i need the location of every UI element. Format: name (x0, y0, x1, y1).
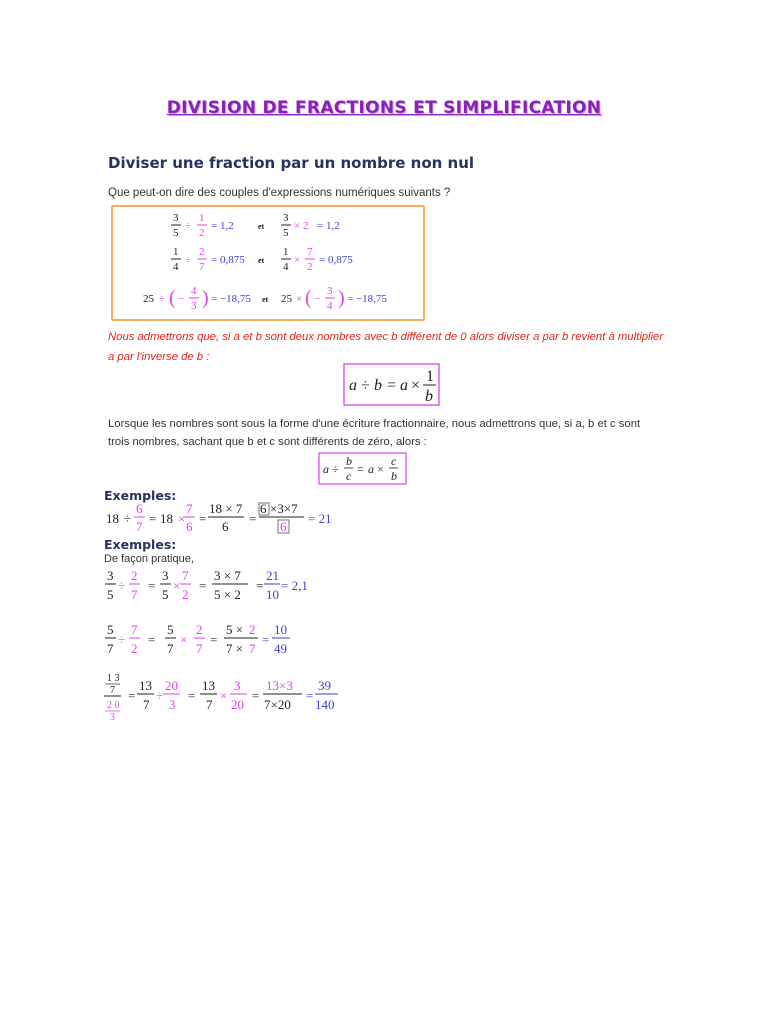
svg-text:÷: ÷ (159, 293, 166, 305)
svg-text:3: 3 (107, 568, 114, 583)
examples-label-2: Exemples: (104, 537, 177, 552)
svg-text:÷: ÷ (124, 511, 132, 526)
frac-num: 1 (199, 212, 205, 224)
svg-text:5 × 2: 5 × 2 (214, 587, 241, 602)
svg-text:=: = (199, 511, 207, 526)
frac-num: 3 (283, 212, 289, 224)
svg-text:4: 4 (173, 261, 179, 273)
svg-text:×: × (411, 377, 421, 394)
fraction-rule-formula (318, 452, 408, 486)
svg-text:7 ×: 7 × (226, 641, 244, 656)
svg-text:4: 4 (283, 261, 289, 273)
svg-text:1: 1 (173, 246, 179, 258)
svg-text:7: 7 (143, 697, 150, 712)
svg-text:= 2,1: = 2,1 (281, 578, 308, 593)
svg-text:7: 7 (206, 697, 213, 712)
svg-text:3: 3 (191, 300, 197, 312)
svg-text:39: 39 (318, 678, 331, 693)
svg-text:18: 18 (160, 511, 173, 526)
svg-text:= −18,75: = −18,75 (211, 293, 251, 305)
svg-text:10: 10 (266, 587, 279, 602)
svg-text:÷: ÷ (118, 578, 126, 593)
practical-label: De façon pratique, (104, 553, 194, 565)
svg-text:7: 7 (199, 261, 205, 273)
svg-text:et: et (262, 295, 269, 304)
svg-text:×3×7: ×3×7 (270, 501, 298, 516)
svg-text:(: ( (305, 287, 312, 309)
svg-text:1: 1 (283, 246, 289, 258)
svg-text:=: = (306, 688, 314, 703)
svg-text:a: a (368, 462, 374, 476)
svg-text:=: = (252, 688, 260, 703)
frac-den: 2 (199, 227, 205, 239)
examples-box-math (111, 205, 425, 321)
svg-text:25: 25 (281, 293, 292, 305)
svg-text:5 ×: 5 × (226, 622, 244, 637)
svg-text:3 × 7: 3 × 7 (214, 568, 241, 583)
svg-text:c: c (346, 469, 352, 483)
svg-text:a: a (400, 377, 408, 394)
svg-text:7: 7 (186, 501, 193, 516)
frac-den: 5 (173, 227, 179, 239)
svg-text:b: b (425, 388, 433, 405)
svg-text:=: = (387, 377, 397, 394)
svg-text:7: 7 (182, 568, 189, 583)
svg-text:7×20: 7×20 (264, 697, 291, 712)
svg-text:13×3: 13×3 (266, 678, 293, 693)
svg-text:=: = (128, 688, 136, 703)
svg-text:=: = (149, 511, 157, 526)
svg-text:b: b (374, 377, 382, 394)
svg-text:7: 7 (249, 641, 256, 656)
svg-text:×: × (377, 462, 384, 476)
svg-text:÷: ÷ (156, 688, 164, 703)
svg-text:÷: ÷ (332, 462, 339, 476)
svg-text:6: 6 (260, 501, 267, 516)
svg-text:3: 3 (169, 697, 176, 712)
svg-text:20: 20 (231, 697, 244, 712)
svg-text:21: 21 (266, 568, 279, 583)
result: = 1,2 (317, 220, 340, 232)
frac-num: 3 (173, 212, 179, 224)
svg-text:7: 7 (196, 641, 203, 656)
svg-text:5: 5 (107, 587, 114, 602)
svg-text:6: 6 (280, 519, 287, 534)
svg-text:2: 2 (199, 246, 205, 258)
svg-text:=: = (256, 578, 264, 593)
svg-text:5: 5 (167, 622, 174, 637)
svg-text:3: 3 (234, 678, 241, 693)
svg-text:=: = (188, 688, 196, 703)
svg-text:×: × (180, 632, 188, 647)
svg-text:a: a (323, 462, 329, 476)
svg-text:×: × (173, 578, 181, 593)
example-1-math (104, 500, 344, 536)
svg-text:10: 10 (274, 622, 287, 637)
svg-text:5: 5 (107, 622, 114, 637)
svg-text:= 21: = 21 (308, 511, 332, 526)
svg-text:×: × (220, 688, 228, 703)
svg-text:7: 7 (110, 685, 115, 696)
svg-text:4: 4 (191, 285, 197, 297)
svg-text:1 3: 1 3 (107, 673, 120, 684)
svg-text:6: 6 (136, 501, 143, 516)
svg-text:=: = (148, 578, 156, 593)
svg-text:÷: ÷ (361, 377, 370, 394)
svg-text:3: 3 (110, 712, 115, 723)
svg-text:=: = (249, 511, 257, 526)
svg-text:÷: ÷ (118, 632, 126, 647)
svg-text:2 0: 2 0 (107, 700, 120, 711)
svg-text:=: = (210, 632, 218, 647)
svg-text:25: 25 (143, 293, 154, 305)
svg-text:13: 13 (139, 678, 152, 693)
svg-text:b: b (391, 469, 397, 483)
example-3-math (104, 619, 304, 659)
svg-text:2: 2 (249, 622, 256, 637)
svg-text:÷: ÷ (185, 254, 192, 266)
svg-text:7: 7 (107, 641, 114, 656)
svg-text:−: − (178, 293, 185, 305)
div-sign: ÷ (185, 220, 192, 232)
svg-text:=: = (357, 462, 364, 476)
example-2-math (104, 565, 324, 605)
svg-text:−: − (314, 293, 321, 305)
svg-text:=: = (199, 578, 207, 593)
result: = 1,2 (211, 220, 234, 232)
times-sign: × 2 (294, 220, 309, 232)
page-title: DIVISION DE FRACTIONS ET SIMPLIFICATION (166, 98, 602, 118)
svg-text:c: c (391, 454, 397, 468)
svg-text:5: 5 (162, 587, 169, 602)
svg-text:7: 7 (167, 641, 174, 656)
svg-text:4: 4 (327, 300, 333, 312)
example-4-math (104, 671, 344, 723)
svg-text:2: 2 (307, 261, 313, 273)
section-heading: Diviser une fraction par un nombre non nul (108, 154, 475, 172)
svg-text:(: ( (169, 287, 176, 309)
svg-text:): ) (202, 287, 209, 309)
svg-text:49: 49 (274, 641, 287, 656)
svg-text:3: 3 (162, 568, 169, 583)
svg-text:7: 7 (131, 622, 138, 637)
svg-text:2: 2 (131, 641, 138, 656)
svg-text:2: 2 (196, 622, 203, 637)
svg-text:a: a (349, 377, 357, 394)
svg-text:20: 20 (165, 678, 178, 693)
svg-text:×: × (178, 511, 186, 526)
svg-text:1: 1 (426, 368, 434, 385)
svg-text:6: 6 (186, 519, 193, 534)
svg-text:13: 13 (202, 678, 215, 693)
intro-question: Que peut-on dire des couples d'expressions numériques suivants ? (108, 187, 451, 199)
svg-text:=: = (148, 632, 156, 647)
frac-den: 5 (283, 227, 289, 239)
svg-text:2: 2 (131, 568, 138, 583)
division-rule-formula (343, 363, 441, 407)
svg-text:2: 2 (182, 587, 189, 602)
svg-text:7: 7 (136, 519, 143, 534)
svg-text:= 0,875: = 0,875 (211, 254, 245, 266)
svg-text:×: × (294, 254, 301, 266)
svg-text:): ) (338, 287, 345, 309)
svg-text:7: 7 (307, 246, 313, 258)
svg-text:18 × 7: 18 × 7 (209, 501, 243, 516)
rule-text: Nous admettrons que, si a et b sont deux nombres avec b différent de 0 alors diviser a par b revient à multiplier a par l'inverse de b : (108, 331, 664, 363)
svg-text:×: × (296, 293, 303, 305)
svg-text:18: 18 (106, 511, 119, 526)
svg-text:7: 7 (131, 587, 138, 602)
svg-text:= −18,75: = −18,75 (347, 293, 387, 305)
svg-text:et: et (258, 256, 265, 265)
svg-text:=: = (262, 632, 270, 647)
svg-text:6: 6 (222, 519, 229, 534)
et-label: et (258, 222, 265, 231)
svg-text:140: 140 (315, 697, 335, 712)
svg-text:3: 3 (327, 285, 333, 297)
fraction-rule-text: Lorsque les nombres sont sous la forme d'une écriture fractionnaire, nous admettrons que, si a, b et c sont trois nombres, sachant que b et c sont différents de zéro, alors : (108, 418, 641, 448)
svg-text:= 0,875: = 0,875 (319, 254, 353, 266)
examples-label: Exemples: (104, 488, 177, 503)
svg-text:b: b (346, 454, 352, 468)
